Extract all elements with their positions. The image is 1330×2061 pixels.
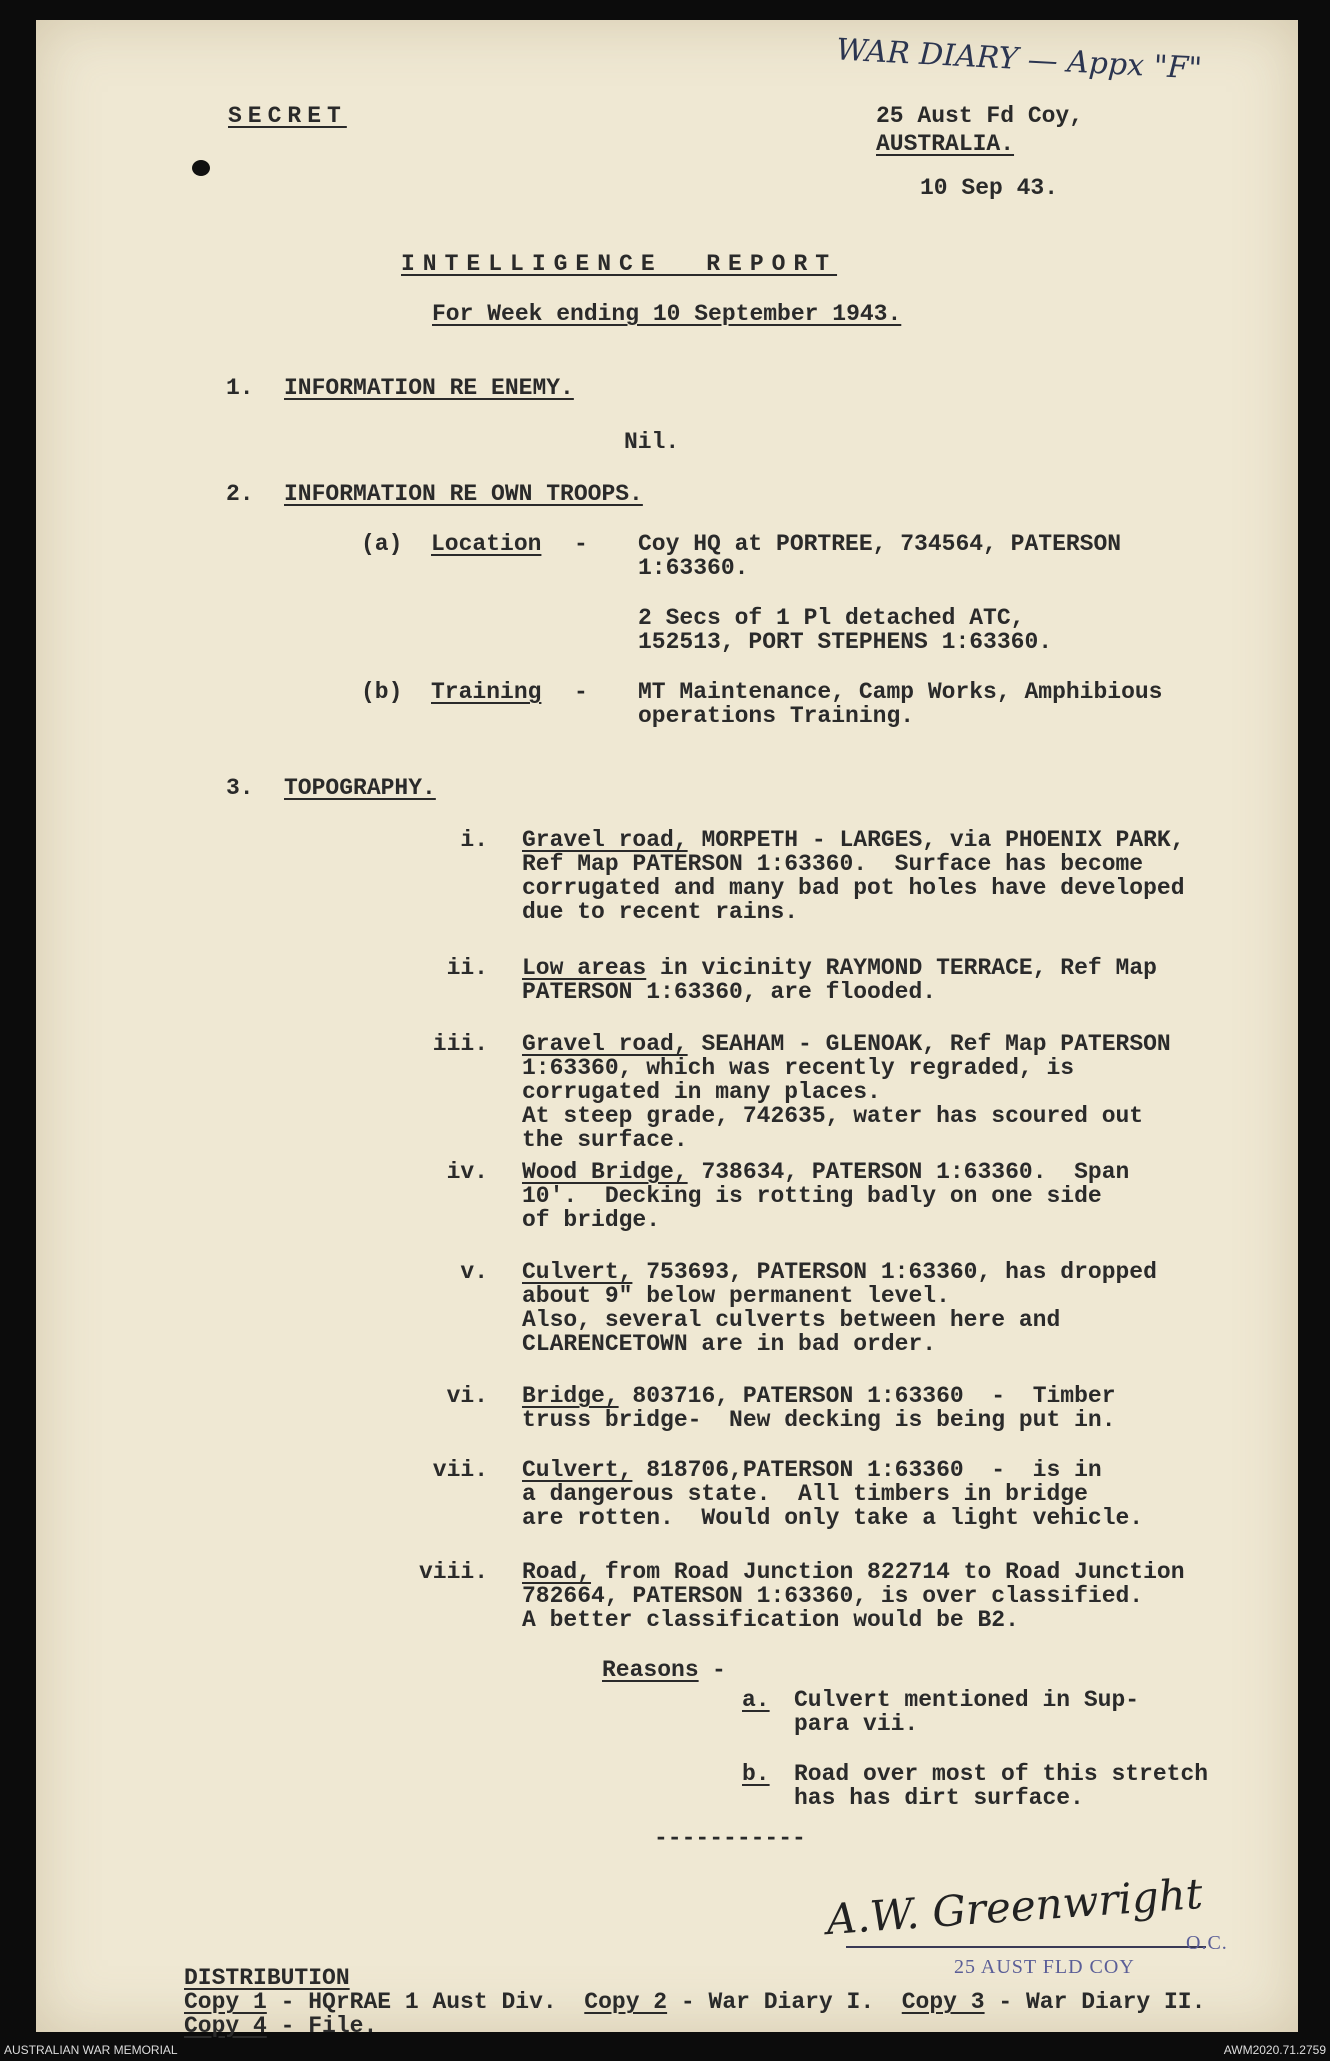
topo-item-number: i. [460,827,488,853]
topo-item-first-line [522,1160,1129,1184]
text-line: corrugated in many places. [522,1079,881,1105]
sender-country: AUSTRALIA. [876,131,1015,157]
text-line: has has dirt surface. [794,1785,1084,1811]
copy-recipient: - War Diary II. [984,1989,1206,2015]
distribution-line [184,1990,1205,2014]
text-line: Culvert mentioned in Sup- [794,1687,1140,1713]
topo-item-number: vi. [446,1383,488,1409]
text-line: CLARENCETOWN are in bad order. [522,1331,937,1357]
section-body: Nil. [624,429,680,455]
section-number: 2. [226,481,254,507]
copy-label: Copy 2 [584,1989,668,2015]
topo-item-number: ii. [446,955,488,981]
text-line: A better classification would be B2. [522,1607,1019,1633]
subsection-key: Location [431,531,542,557]
text-line: 818706,PATERSON 1:63360 - is in [632,1457,1102,1483]
topo-item-number: iii. [432,1031,488,1057]
copy-recipient: - File. [266,2013,378,2039]
topo-item-number: iv. [446,1159,488,1185]
text-line: about 9" below permanent level. [522,1283,950,1309]
text-line: Road over most of this stretch [794,1761,1209,1787]
punch-hole [192,160,210,176]
signature: A.W. Greenwright [824,1868,1205,1945]
topo-item-first-line [522,1260,1157,1284]
section-heading: TOPOGRAPHY. [284,775,436,801]
text-line: PATERSON 1:63360, are flooded. [522,979,937,1005]
footer-credit: AUSTRALIAN WAR MEMORIAL [4,2043,178,2057]
text-line: MORPETH - LARGES, via PHOENIX PARK, [687,827,1185,853]
topo-item-first-line [522,828,1185,852]
subsection-label: (a) [361,531,403,557]
section-heading: INFORMATION RE OWN TROOPS. [284,481,643,507]
copy-recipient: - War Diary I. [667,1989,902,2015]
topo-item-key: Bridge, [522,1383,619,1409]
text-line: due to recent rains. [522,899,799,925]
report-title: INTELLIGENCE REPORT [401,251,838,277]
topo-item-number: v. [460,1259,488,1285]
report-subtitle: For Week ending 10 September 1943. [432,301,902,327]
topo-item-key: Road, [522,1559,592,1585]
text-line: the surface. [522,1127,688,1153]
text-line: 803716, PATERSON 1:63360 - Timber [618,1383,1116,1409]
text-line: corrugated and many bad pot holes have developed [522,875,1185,901]
reasons-heading: Reasons [602,1657,699,1683]
text-line: from Road Junction 822714 to Road Junction [591,1559,1185,1585]
topo-item-key: Culvert, [522,1259,633,1285]
text-line: 1:63360. [638,555,749,581]
text-line: para vii. [794,1711,919,1737]
topo-item-first-line [522,1560,1185,1584]
text-line: MT Maintenance, Camp Works, Amphibious [638,679,1163,705]
copy-label: Copy 4 [184,2013,267,2039]
archive-footer [0,2039,1330,2061]
topo-item-number: viii. [418,1559,488,1585]
subsection-key: Training [431,679,542,705]
copy-label: Copy 1 [184,1989,267,2015]
topo-item-key: Wood Bridge, [522,1159,688,1185]
text-line: 2 Secs of 1 Pl detached ATC, [638,605,1025,631]
signature-suffix: O.C. [1186,1932,1228,1954]
text-line: are rotten. Would only take a light vehicle. [522,1505,1144,1531]
text-line: Ref Map PATERSON 1:63360. Surface has become [522,851,1144,877]
text-line: 738634, PATERSON 1:63360. Span [687,1159,1130,1185]
topo-item-key: Gravel road, [522,827,688,853]
text-line: a dangerous state. All timbers in bridge [522,1481,1088,1507]
text-line: SEAHAM - GLENOAK, Ref Map PATERSON [687,1031,1171,1057]
text-line: At steep grade, 742635, water has scoured out [522,1103,1144,1129]
sender-unit: 25 Aust Fd Coy, [876,103,1084,129]
topo-item-first-line [522,956,1157,980]
text-line: Also, several culverts between here and [522,1307,1061,1333]
section-number: 3. [226,775,254,801]
unit-stamp: 25 AUST FLD COY [954,1956,1135,1978]
handwritten-annotation: WAR DIARY — Appx "F" [835,32,1203,87]
text-line: of bridge. [522,1207,661,1233]
separator-line: ----------- [654,1825,806,1851]
subsection-label: (b) [361,679,403,705]
text-line: truss bridge- New decking is being put in. [522,1407,1116,1433]
text-line: 1:63360, which was recently regraded, is [522,1055,1075,1081]
subsection-dash: - [574,679,588,705]
copy-recipient: - HQrRAE 1 Aust Div. [266,1989,585,2015]
report-date: 10 Sep 43. [920,175,1059,201]
reason-label: b. [742,1761,770,1787]
topo-item-first-line [522,1458,1102,1482]
text-line: 10'. Decking is rotting badly on one side [522,1183,1102,1209]
topo-item-first-line [522,1032,1171,1056]
signature-line [846,1946,1206,1948]
distribution-line [184,2014,377,2038]
section-heading: INFORMATION RE ENEMY. [284,375,574,401]
subsection-dash: - [574,531,588,557]
topo-item-key: Culvert, [522,1457,633,1483]
reason-label: a. [742,1687,770,1713]
footer-id: AWM2020.71.2759 [1223,2043,1326,2057]
text-line: Coy HQ at PORTREE, 734564, PATERSON [638,531,1122,557]
classification-mark: SECRET [228,103,347,129]
text-line: 753693, PATERSON 1:63360, has dropped [632,1259,1157,1285]
topo-item-first-line [522,1384,1116,1408]
text-line: 152513, PORT STEPHENS 1:63360. [638,629,1053,655]
topo-item-number: vii. [432,1457,488,1483]
text-line: in vicinity RAYMOND TERRACE, Ref Map [646,955,1157,981]
text-line: operations Training. [638,703,915,729]
section-number: 1. [226,375,254,401]
document-page [36,20,1298,2039]
topo-item-key: Gravel road, [522,1031,688,1057]
distribution-heading: DISTRIBUTION [184,1965,350,1991]
copy-label: Copy 3 [901,1989,985,2015]
reasons-dash: - [712,1657,726,1683]
topo-item-key: Low areas [522,955,647,981]
text-line: 782664, PATERSON 1:63360, is over classified. [522,1583,1144,1609]
